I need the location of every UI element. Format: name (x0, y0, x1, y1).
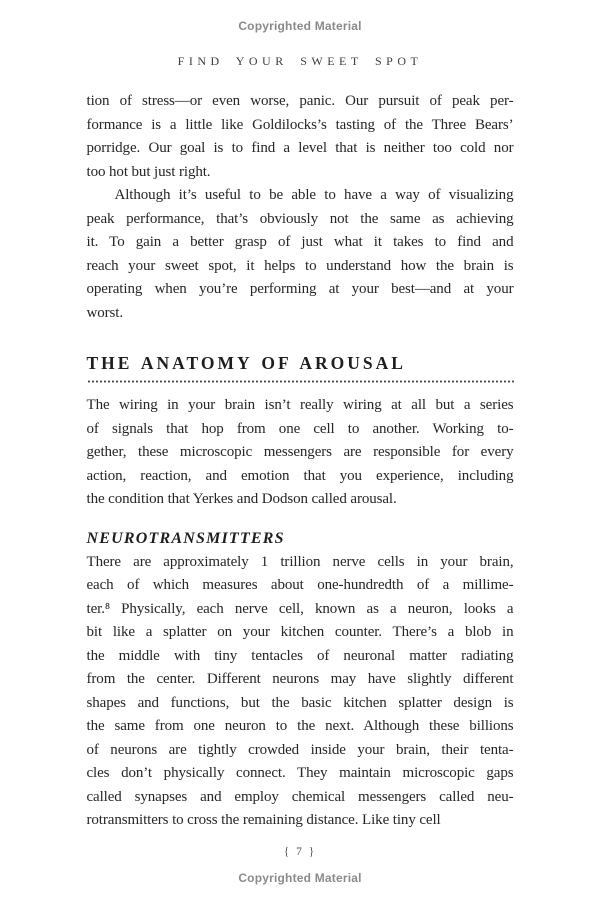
paragraph (87, 184, 514, 325)
running-header: FIND YOUR SWEET SPOT (177, 54, 423, 68)
paragraph (87, 551, 514, 833)
text-line: There are approximately 1 trillion nerve cells in your brain, (86, 553, 514, 570)
text-line: reach your sweet spot, it helps to understand how the brain is (86, 257, 514, 274)
text-line: The wiring in your brain isn’t really wiring at all but a series (86, 397, 514, 413)
text-line: operating when you’re performing at your best—and at your (86, 281, 514, 297)
paragraph (87, 394, 514, 512)
copyright-notice-bottom: Copyrighted Material (238, 870, 362, 885)
text-line: of neurons are tightly crowded inside your brain, their tenta- (86, 741, 514, 758)
text-line: the condition that Yerkes and Dodson called arousal. (86, 491, 397, 507)
text-line: shapes and functions, but the basic kitchen splatter design is (86, 694, 514, 711)
copyright-notice-top: Copyrighted Material (238, 19, 362, 33)
dotted-rule (87, 380, 514, 383)
text-line: ter.⁸ Physically, each nerve cell, known as a neuron, looks a (86, 600, 514, 617)
text-line: it. To gain a better grasp of just what it takes to find and (86, 234, 514, 250)
text-line: too hot but just right. (86, 163, 211, 180)
text-line: called synapses and employ chemical messengers called neu- (86, 788, 514, 805)
text-line: cles don’t physically connect. They maintain microscopic gaps (86, 765, 514, 781)
text-block (87, 90, 514, 833)
text-line: Although it’s useful to be able to have a way of visualizing (114, 187, 514, 203)
paragraph (87, 90, 514, 184)
text-line: tion of stress—or even worse, panic. Our pursuit of peak per- (86, 93, 514, 109)
text-line: action, reaction, and emotion that you experience, including (86, 467, 514, 484)
subsection-heading: NEUROTRANSMITTERS (86, 529, 285, 547)
text-line: the middle with tiny tentacles of neuronal matter radiating (86, 647, 514, 664)
text-line: bit like a splatter on your kitchen counter. There’s a blob in (86, 624, 514, 640)
text-line: peak performance, that’s obviously not the same as achieving (86, 210, 514, 227)
text-line: formance is a little like Goldilocks’s tasting of the Three Bears’ (86, 116, 514, 133)
text-line: each of which measures about one-hundredth of a millime- (86, 577, 514, 593)
text-line: rotransmitters to cross the remaining distance. Like tiny cell (86, 812, 441, 828)
text-line: porridge. Our goal is to find a level that is neither too cold nor (86, 140, 514, 156)
text-line: of signals that hop from one cell to another. Working to- (86, 420, 514, 437)
text-line: from the center. Different neurons may have slightly different (86, 671, 514, 687)
page-number: { 7 } (283, 845, 317, 858)
text-line: gether, these microscopic messengers are responsible for every (86, 444, 514, 460)
section-heading: THE ANATOMY OF AROUSAL (86, 353, 406, 373)
text-line: worst. (86, 304, 123, 321)
text-line: the same from one neuron to the next. Although these billions (86, 718, 514, 734)
